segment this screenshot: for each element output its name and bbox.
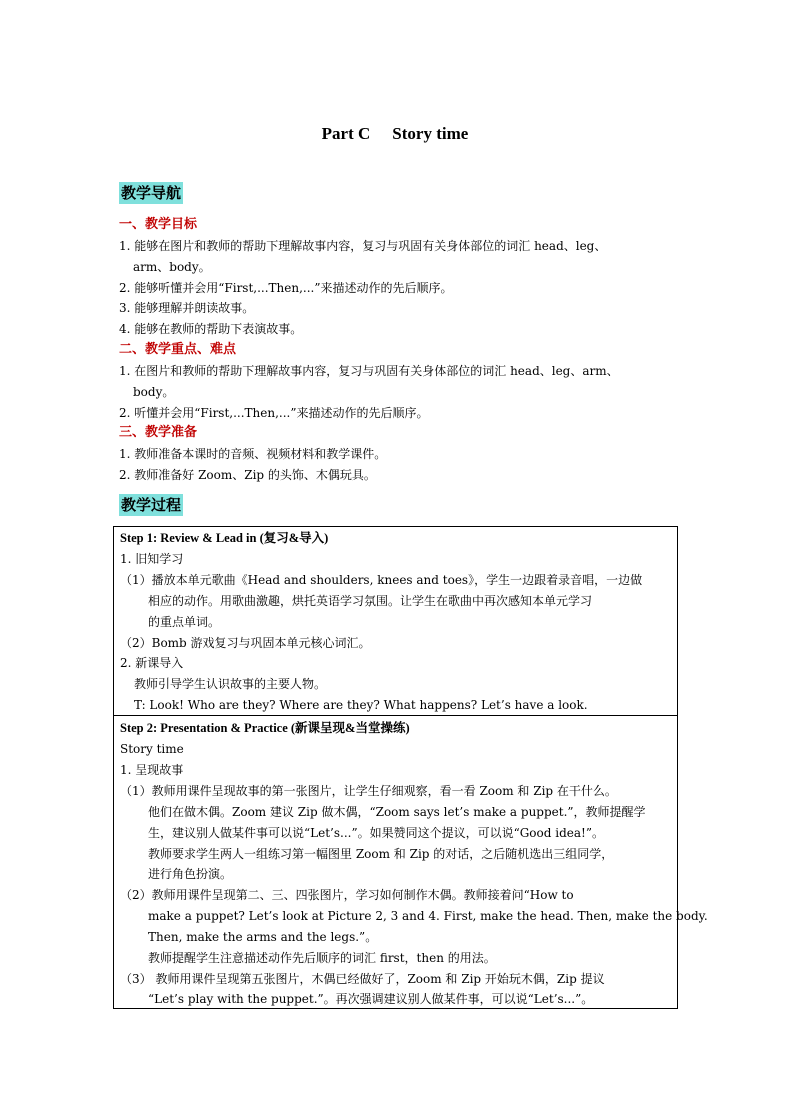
step-1-line: （1）播放本单元歌曲《Head and shoulders, knees and toes》，学生一边跟着录音唱，一边做 (120, 573, 643, 587)
title-name: Story time (392, 124, 469, 143)
goal-4: 4. 能够在教师的帮助下表演故事。 (119, 322, 303, 336)
key-1a: 1. 在图片和教师的帮助下理解故事内容，复习与巩固有关身体部位的词汇 head、leg、arm、 (119, 364, 619, 378)
step-2-line: “Let’s play with the puppet.”。再次强调建议别人做某件事，可以说“Let’s...”。 (148, 992, 594, 1006)
step-1-cell (114, 527, 677, 716)
step-1-title: Step 1: Review & Lead in (复习&导入) (120, 531, 329, 545)
heading-objectives: 一、教学目标 (119, 217, 198, 232)
page-title (0, 124, 790, 144)
step-1-line: 1. 旧知学习 (120, 552, 184, 566)
step-2-line: （2）教师用课件呈现第二、三、四张图片，学习如何制作木偶。教师接着问“How to (120, 888, 574, 902)
step-2-line: 进行角色扮演。 (148, 867, 233, 881)
step-2-line: 1. 呈现故事 (120, 763, 184, 777)
section-tag-guide: 教学导航 (121, 184, 182, 202)
section-tag-process: 教学过程 (121, 496, 182, 514)
step-1-line: T: Look! Who are they? Where are they? What happens? Let’s have a look. (134, 698, 588, 712)
step-2-line: （3） 教师用课件呈现第五张图片，木偶已经做好了，Zoom 和 Zip 开始玩木偶，Zip 提议 (120, 972, 605, 986)
step-2-line: 教师要求学生两人一组练习第一幅图里 Zoom 和 Zip 的对话，之后随机选出三组同学， (148, 847, 614, 861)
step-2-line: Story time (120, 742, 184, 756)
step-1-line: 相应的动作。用歌曲激趣，烘托英语学习氛围。让学生在歌曲中再次感知本单元学习 (148, 594, 593, 608)
step-2-title: Step 2: Presentation & Practice (新课呈现&当堂操练) (120, 721, 410, 735)
process-table (113, 526, 708, 1009)
title-part: Part C (321, 124, 371, 143)
step-1-line: 教师引导学生认识故事的主要人物。 (134, 677, 327, 691)
prep-1: 1. 教师准备本课时的音频、视频材料和教学课件。 (119, 447, 387, 461)
step-2-line: 教师提醒学生注意描述动作先后顺序的词汇 first，then 的用法。 (148, 951, 496, 965)
step-1-line: 的重点单词。 (148, 615, 221, 629)
heading-key-points: 二、教学重点、难点 (119, 342, 237, 357)
goal-2: 2. 能够听懂并会用“First,...Then,...”来描述动作的先后顺序。 (119, 281, 453, 295)
step-2-line: （1）教师用课件呈现故事的第一张图片，让学生仔细观察，看一看 Zoom 和 Zip 在干什么。 (120, 784, 617, 798)
goal-1b: arm、body。 (133, 260, 211, 274)
key-2: 2. 听懂并会用“First,...Then,...”来描述动作的先后顺序。 (119, 406, 429, 420)
step-1-line: （2）Bomb 游戏复习与巩固本单元核心词汇。 (120, 636, 371, 650)
step-1-line: 2. 新课导入 (120, 656, 184, 670)
goal-1a: 1. 能够在图片和教师的帮助下理解故事内容，复习与巩固有关身体部位的词汇 head、leg、 (119, 239, 607, 253)
step-2-line: 生，建议别人做某件事可以说“Let’s...”。如果赞同这个提议，可以说“Good idea!”。 (148, 826, 604, 840)
key-1b: body。 (133, 385, 175, 399)
heading-preparation: 三、教学准备 (119, 425, 198, 440)
step-2-line: Then, make the arms and the legs.”。 (148, 930, 378, 944)
prep-2: 2. 教师准备好 Zoom、Zip 的头饰、木偶玩具。 (119, 468, 376, 482)
step-2-line: make a puppet? Let’s look at Picture 2, 3 and 4. First, make the head. Then, make the body. (148, 909, 708, 923)
goal-3: 3. 能够理解并朗读故事。 (119, 301, 255, 315)
step-2-cell (114, 716, 708, 1008)
step-2-line: 他们在做木偶。Zoom 建议 Zip 做木偶，“Zoom says let’s make a puppet.”，教师提醒学 (148, 805, 646, 819)
